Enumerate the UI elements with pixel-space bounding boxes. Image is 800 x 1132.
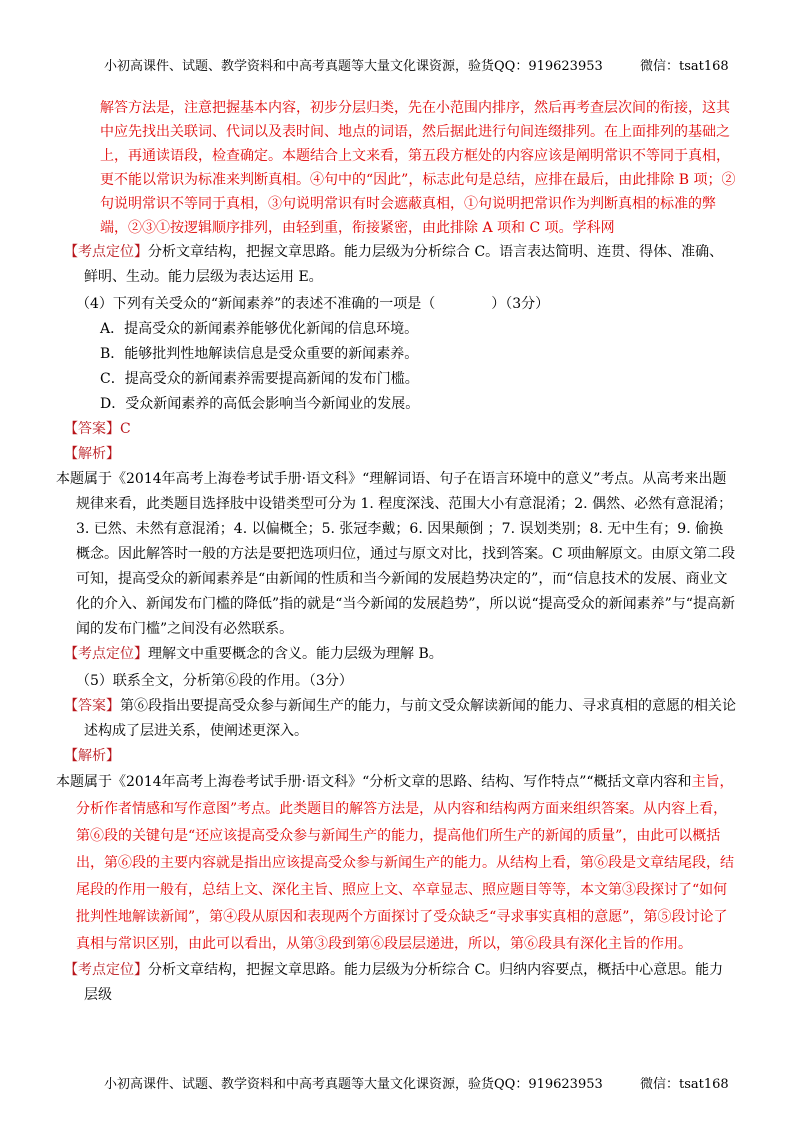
kaodian-label: 【考点定位】 [64,646,148,662]
q3-kaodian [64,240,736,290]
header-source-text: 小初高课件、试题、教学资料和中高考真题等大量文化课资源，验货QQ：919623953 [104,59,603,74]
q5-answer [64,694,736,744]
kaodian-label: 【考点定位】 [64,244,148,260]
q4-analysis-text: 本题属于《2014年高考上海卷考试手册·语文科》“理解词语、句子在语言环境中的意义”考点。从高考来出题规律来看，此类题目选择肢中设错类型可分为 1. 程度深浅、范围大小有意混淆；2. 偶然、必然有意混淆；3. 已然、未然有意混淆；4. 以偏概全；5. 张冠李戴；6. 因果颠倒 ；7. 误划类别；8. 无中生有；9. 偷换概念。因此解答时一般的方法是要把选项归位，通过与原文对比，找到答案。C 项曲解原文。由原文第二段可知，提高受众的新闻素养是“由新闻的性质和当今新闻的发展趋势决定的”，而“信息技术的发展、商业文化的介入、新闻发布门槛的降低”指的就是“当今新闻的发展趋势”，所以说“提高受众的新闻素养”与“提高新闻的发布门槛”之间没有必然联系。 [56,471,736,637]
q3-analysis-continuation: 解答方法是，注意把握基本内容，初步分层归类，先在小范围内排序，然后再考查层次间的衔接，这其中应先找出关联词、代词以及表时间、地点的词语，然后据此进行句间连缀排列。在上面排列的基础之上，再通读语段，检查确定。本题结合上文来看，第五段方框处的内容应该是阐明常识不等同于真相，更不能以常识为标准来判断真相。④句中的“因此”，标志此句是总结，应排在最后，由此排除 B 项；②句说明常识不等同于真相，③句说明常识有时会遮蔽真相，①句说明把常识作为判断真相的标准的弊端，②③①按逻辑顺序排列，由轻到重，衔接紧密，由此排除 A 项和 C 项。学科网 [100,100,736,236]
q4-option-d: D．受众新闻素养的高低会影响当今新闻业的发展。 [100,396,420,412]
kaodian-text: 分析文章结构，把握文章思路。能力层级为分析综合 C。归纳内容要点，概括中心意思。能力层级 [84,962,724,1003]
document-body [56,96,736,1008]
q4-option-a: A．提高受众的新闻素养能够优化新闻的信息环境。 [100,321,419,337]
q4-answer [64,417,736,442]
kaodian-text: 分析文章结构，把握文章思路。能力层级为分析综合 C。语言表达简明、连贯、得体、准确、鲜明、生动。能力层级为表达运用 E。 [84,244,724,285]
q4-option-c: C．提高受众的新闻素养需要提高新闻的发布门槛。 [100,371,419,387]
q5-analysis-text [56,769,736,958]
answer-label: 【答案】 [64,421,120,437]
footer-source-text: 小初高课件、试题、教学资料和中高考真题等大量文化课资源，验货QQ：919623953 [104,1077,603,1092]
answer-text: 第⑥段指出要提高受众参与新闻生产的能力，与前文受众解读新闻的能力、寻求真相的意愿的相关论述构成了层进关系，使阐述更深入。 [84,698,736,739]
kaodian-label: 【考点定位】 [64,962,148,978]
analysis-text-printed: 本题属于《2014年高考上海卷考试手册·语文科》“分析文章的思路、结构、写作特点”“概括文章内容和 [56,774,692,790]
kaodian-text: 理解文中重要概念的含义。能力层级为理解 B。 [148,646,443,662]
q5-analysis-label: 【解析】 [64,748,120,764]
analysis-text-handwritten: 主旨，分析作者情感和写作意图”考点。此类题目的解答方法是，从内容和结构两方面来组织答案。从内容上看，第⑥段的关键句是“还应该提高受众参与新闻生产的能力，提高他们所生产的新闻的质量”，由此可以概括出，第⑥段的主要内容就是指出应该提高受众参与新闻生产的能力。从结构上看，第⑥段是文章结尾段，结尾段的作用一般有，总结上文、深化主旨、照应上文、卒章显志、照应题目等等，本文第③段探讨了“如何批判性地解读新闻”，第④段从原因和表现两个方面探讨了受众缺乏“寻求事实真相的意愿”，第⑤段讨论了真相与常识区别，由此可以看出，从第③段到第⑥段层层递进，所以，第⑥段具有深化主旨的作用。 [76,774,734,952]
footer-wechat-text: 微信：tsat168 [640,1077,729,1092]
answer-value: C [120,421,131,437]
header-wechat-text: 微信：tsat168 [640,59,729,74]
q5-stem: （5）联系全文，分析第⑥段的作用。（3分） [76,673,353,689]
q4-analysis-label: 【解析】 [64,446,120,462]
answer-label: 【答案】 [64,698,120,714]
q4-kaodian [64,642,736,667]
q5-kaodian [64,958,736,1008]
q4-stem: （4）下列有关受众的“新闻素养”的表述不准确的一项是（ ）（3分） [76,296,550,312]
q4-option-b: B．能够批判性地解读信息是受众重要的新闻素养。 [100,346,419,362]
